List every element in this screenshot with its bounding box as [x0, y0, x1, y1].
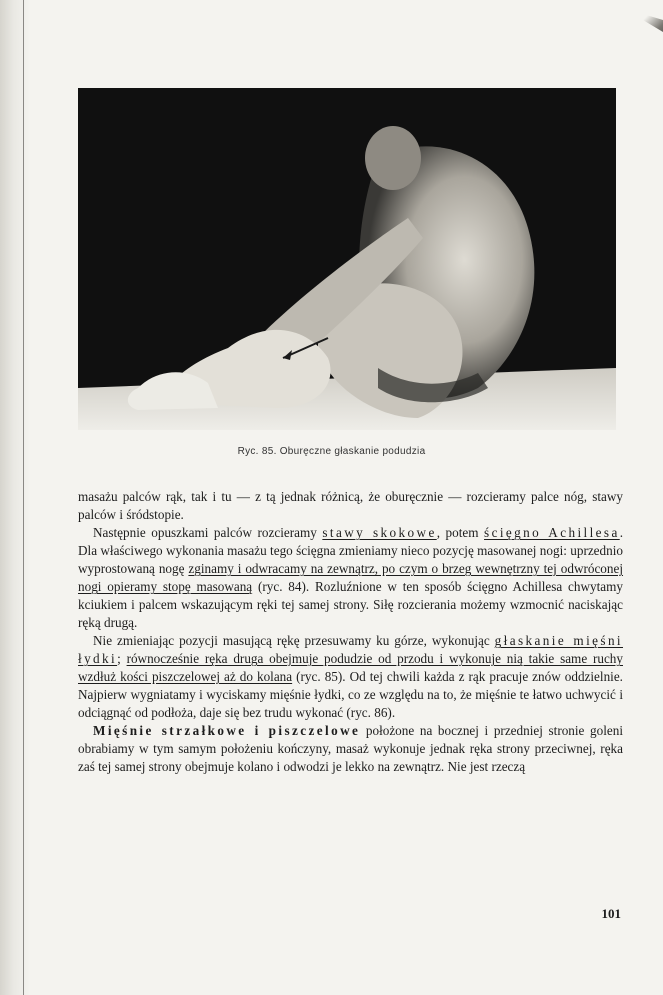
- text-run: Nie zmieniając pozycji masującą rękę przesuwamy ku górze, wykonując: [93, 633, 495, 648]
- text-run: , potem: [436, 525, 485, 540]
- paragraph-1: masażu palców rąk, tak i tu — z tą jednak różnicą, że oburęcznie — rozcieramy palce nóg, stawy palców i śródstopie.: [78, 489, 623, 522]
- underlined-phrase: zginamy i odwracamy na zewnątrz, po czym o brzeg wewnętrzny tej odwróconej nogi opieramy stopę masowaną: [78, 561, 624, 594]
- page-edge-line: [23, 0, 24, 995]
- figure-photo: [78, 88, 616, 430]
- text-run: Następnie opuszkami palców rozcieramy: [93, 525, 323, 540]
- page-binding-shadow: [0, 0, 30, 995]
- text-run: (ryc. 84). Rozluźnione w ten sposób ścięgno Achillesa chwytamy kciukiem i palcem wskazującym ręki tej samej strony. Siłę rozcierania możemy wzmocnić naciskając ręką drugą.: [78, 579, 623, 630]
- paragraph-2: [78, 524, 623, 632]
- underlined-phrase: równocześnie ręka druga obejmuje podudzie od przodu i wykonuje nią takie same ruchy wzdłuż kości piszczelowej aż do kolana: [78, 651, 623, 684]
- body-text: [78, 488, 623, 776]
- text-run: (ryc. 85). Od tej chwili każda z rąk pracuje znów oddzielnie. Najpierw wygniatamy i wyciskamy mięśnie łydki, co ze względu na to, że mięśnie te łatwo uchwycić i odciągnąć od podłoża, daje się bez trudu wykonać (ryc. 86).: [78, 669, 623, 720]
- emphasis-term: głaskanie mięśni łydki: [78, 633, 623, 666]
- emphasis-term: Mięśnie strzałkowe i piszczelowe: [93, 723, 361, 738]
- text-run: ;: [117, 651, 127, 666]
- massage-photo-illustration: [78, 88, 616, 430]
- emphasis-term: stawy skokowe: [322, 525, 437, 540]
- paragraph-3: [78, 632, 623, 722]
- figure-caption: Ryc. 85. Oburęczne głaskanie podudzia: [237, 446, 426, 457]
- page-corner-shadow: [623, 8, 663, 48]
- text-run: . Dla właściwego wykonania masażu tego ścięgna zmieniamy nieco pozycję masowanej nogi: uprzednio wyprostowaną nogę: [78, 525, 624, 576]
- paragraph-4: [78, 722, 623, 776]
- emphasis-term: ścięgno Achillesa: [484, 525, 620, 540]
- text-run: położone na bocznej i przedniej stronie goleni obrabiamy w tym samym położeniu kończyny, masaż wykonuje jednak ręka strony przeciwnej, ręka zaś tej samej strony obejmuje kolano i odwodzi je lekko na zewnątrz. Nie jest rzeczą: [78, 723, 623, 774]
- page-number: 101: [601, 906, 621, 921]
